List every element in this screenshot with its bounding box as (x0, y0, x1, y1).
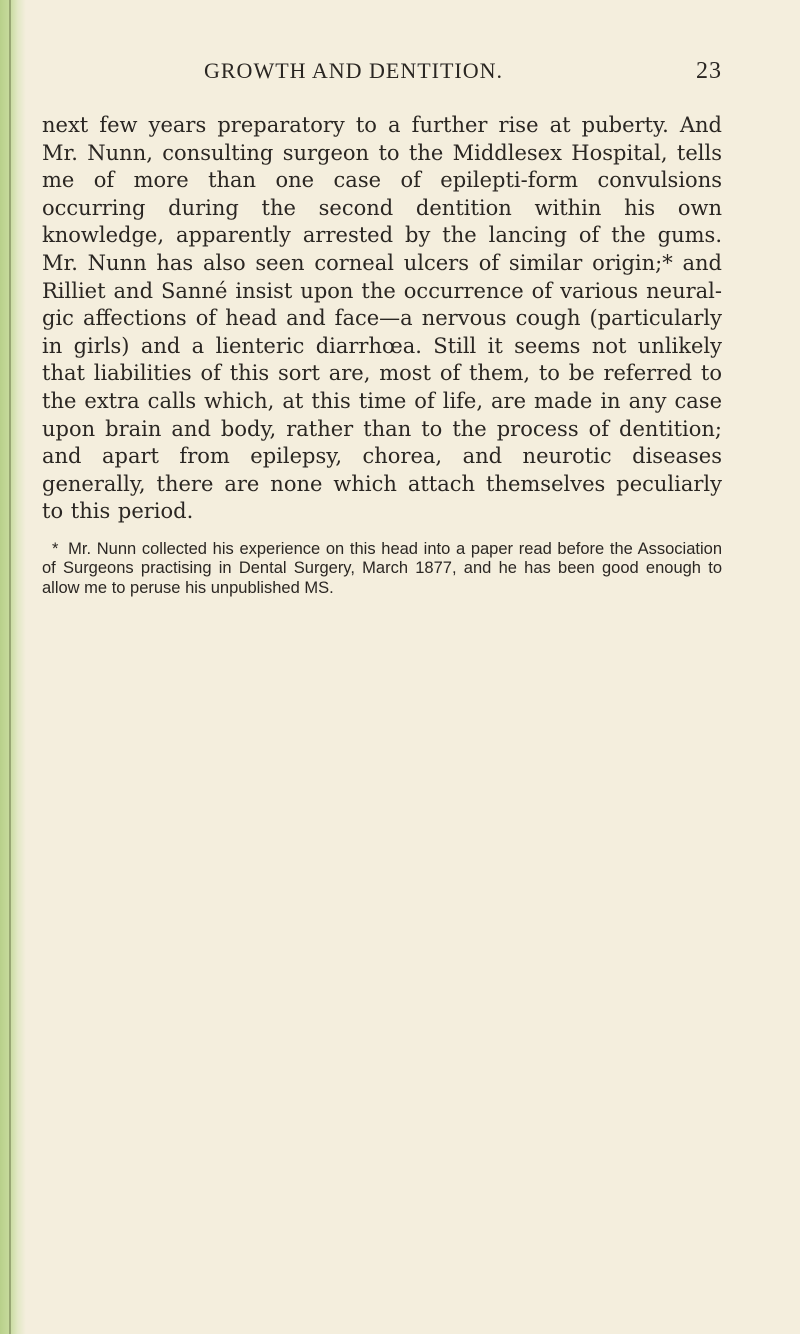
footnote-text: Mr. Nunn collected his experience on this head into a paper read before the Association of Surgeons practising in Dental Surgery, March 1877, and he has been good enough to allow me to peruse his unpublished MS. (42, 539, 722, 597)
footnote-marker: * (52, 539, 59, 558)
running-title: GROWTH AND DENTITION. (204, 58, 504, 83)
page-number: 23 (696, 58, 722, 84)
page-binding-edge (0, 0, 26, 1334)
footnote (42, 540, 722, 599)
running-head (42, 58, 722, 98)
body-paragraph: next few years preparatory to a further rise at puberty. And Mr. Nunn, consulting surgeon to the Middlesex Hospital, tells me of more than one case of epilepti-form convulsions occurring during the second dentition within his own knowledge, apparently arrested by the lancing of the gums. Mr. Nunn has also seen corneal ulcers of similar origin;* and Rilliet and Sanné insist upon the occurrence of various neural-gic affections of head and face—a nervous cough (particularly in girls) and a lienteric diarrhœa. Still it seems not unlikely that liabilities of this sort are, most of them, to be referred to the extra calls which, at this time of life, are made in any case upon brain and body, rather than to the process of dentition; and apart from epilepsy, chorea, and neurotic diseases generally, there are none which attach themselves peculiarly to this period. (42, 113, 722, 524)
body-text (42, 112, 722, 526)
binding-rule (9, 0, 11, 1334)
book-page (42, 58, 722, 598)
